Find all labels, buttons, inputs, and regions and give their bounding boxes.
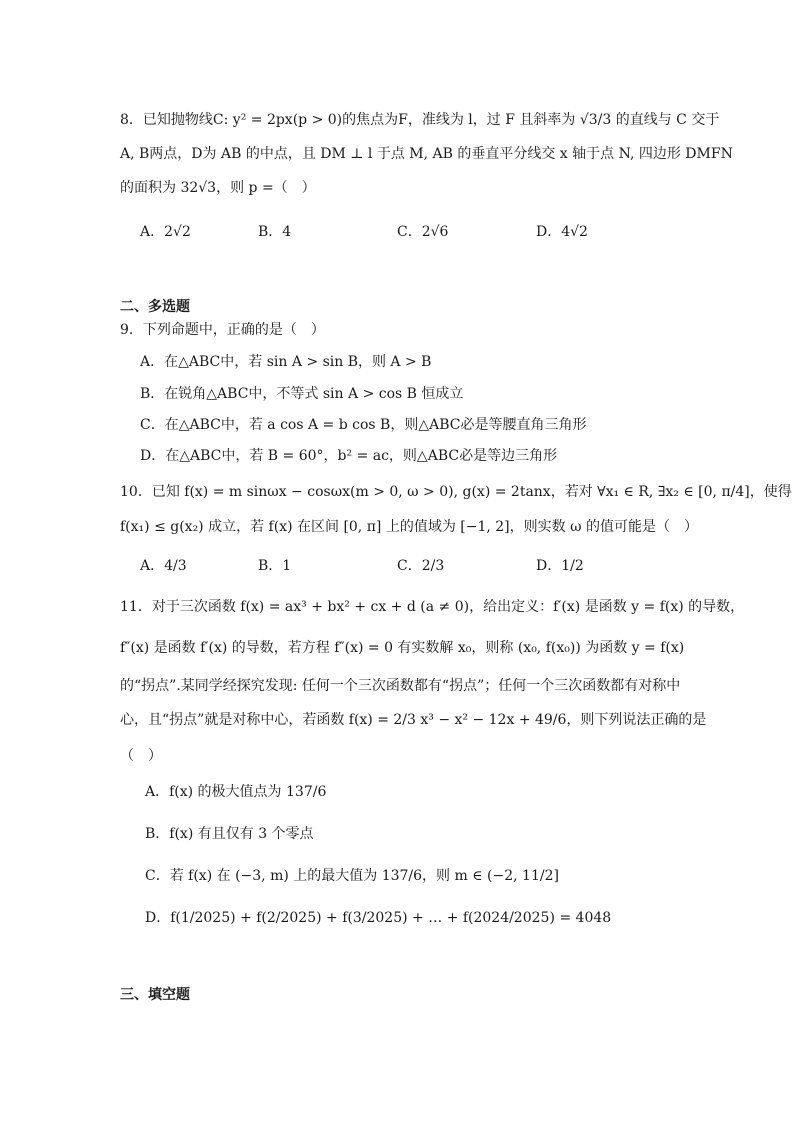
q9-option-b: B．在锐角△ABC中，不等式 sin A > cos B 恒成立	[140, 386, 464, 402]
q11-option-c: C．若 f(x) 在 (−3, m) 上的最大值为 137/6，则 m ∈ (−2, 11/2]	[145, 868, 559, 884]
q8-option-a: A．2√2	[140, 224, 191, 240]
q9-option-a: A．在△ABC中，若 sin A > sin B，则 A > B	[140, 354, 432, 370]
q10-line2: f(x₁) ≤ g(x₂) 成立，若 f(x) 在区间 [0, π] 上的值域为 [−1, 2]，则实数 ω 的值可能是（ ）	[120, 519, 698, 535]
q10-line1: 10．已知 f(x) = m sinωx − cosωx(m > 0, ω > 0), g(x) = 2tanx，若对 ∀x₁ ∈ R, ∃x₂ ∈ [0, π/4]，使得	[120, 484, 792, 500]
q8-option-b: B．4	[258, 224, 292, 240]
q8-option-d: D．4√2	[536, 224, 588, 240]
q11-line3: 的“拐点”.某同学经探究发现: 任何一个三次函数都有“拐点”；任何一个三次函数都有对称中	[120, 678, 681, 694]
q10-option-a: A．4/3	[140, 558, 187, 574]
q9-option-c: C．在△ABC中，若 a cos A = b cos B，则△ABC必是等腰直角三角形	[140, 417, 587, 433]
q11-line2: f″(x) 是函数 f′(x) 的导数，若方程 f″(x) = 0 有实数解 x₀，则称 (x₀, f(x₀)) 为函数 y = f(x)	[120, 640, 685, 656]
q9-stem: 9．下列命题中，正确的是（ ）	[120, 322, 325, 338]
q11-option-a: A．f(x) 的极大值点为 137/6	[145, 784, 327, 800]
q8-line2: A, B两点，D为 AB 的中点，且 DM ⊥ l 于点 M, AB 的垂直平分线交 x 轴于点 N, 四边形 DMFN	[120, 146, 733, 162]
q11-option-b: B．f(x) 有且仅有 3 个零点	[145, 826, 314, 842]
q9-option-d: D．在△ABC中，若 B = 60°，b² = ac，则△ABC必是等边三角形	[140, 448, 558, 464]
section-heading-fill-in: 三、填空题	[120, 987, 190, 1003]
section-heading-multi-choice: 二、多选题	[120, 299, 190, 315]
q11-option-d: D．f(1/2025) + f(2/2025) + f(3/2025) + … + f(2024/2025) = 4048	[145, 910, 612, 926]
q11-line5: （ ）	[120, 748, 162, 764]
q8-option-c: C．2√6	[397, 224, 449, 240]
q8-line3: 的面积为 32√3，则 p =（ ）	[120, 180, 316, 196]
q10-option-c: C．2/3	[397, 558, 445, 574]
q8-line1: 8．已知抛物线C: y² = 2px(p > 0)的焦点为F，准线为 l，过 F 且斜率为 √3/3 的直线与 C 交于	[120, 112, 720, 128]
q10-option-b: B．1	[258, 558, 292, 574]
q11-line1: 11．对于三次函数 f(x) = ax³ + bx² + cx + d (a ≠ 0)，给出定义：f′(x) 是函数 y = f(x) 的导数，	[120, 599, 745, 615]
q11-line4: 心，且“拐点”就是对称中心，若函数 f(x) = 2/3 x³ − x² − 12x + 49/6，则下列说法正确的是	[120, 712, 707, 728]
q10-option-d: D．1/2	[536, 558, 584, 574]
